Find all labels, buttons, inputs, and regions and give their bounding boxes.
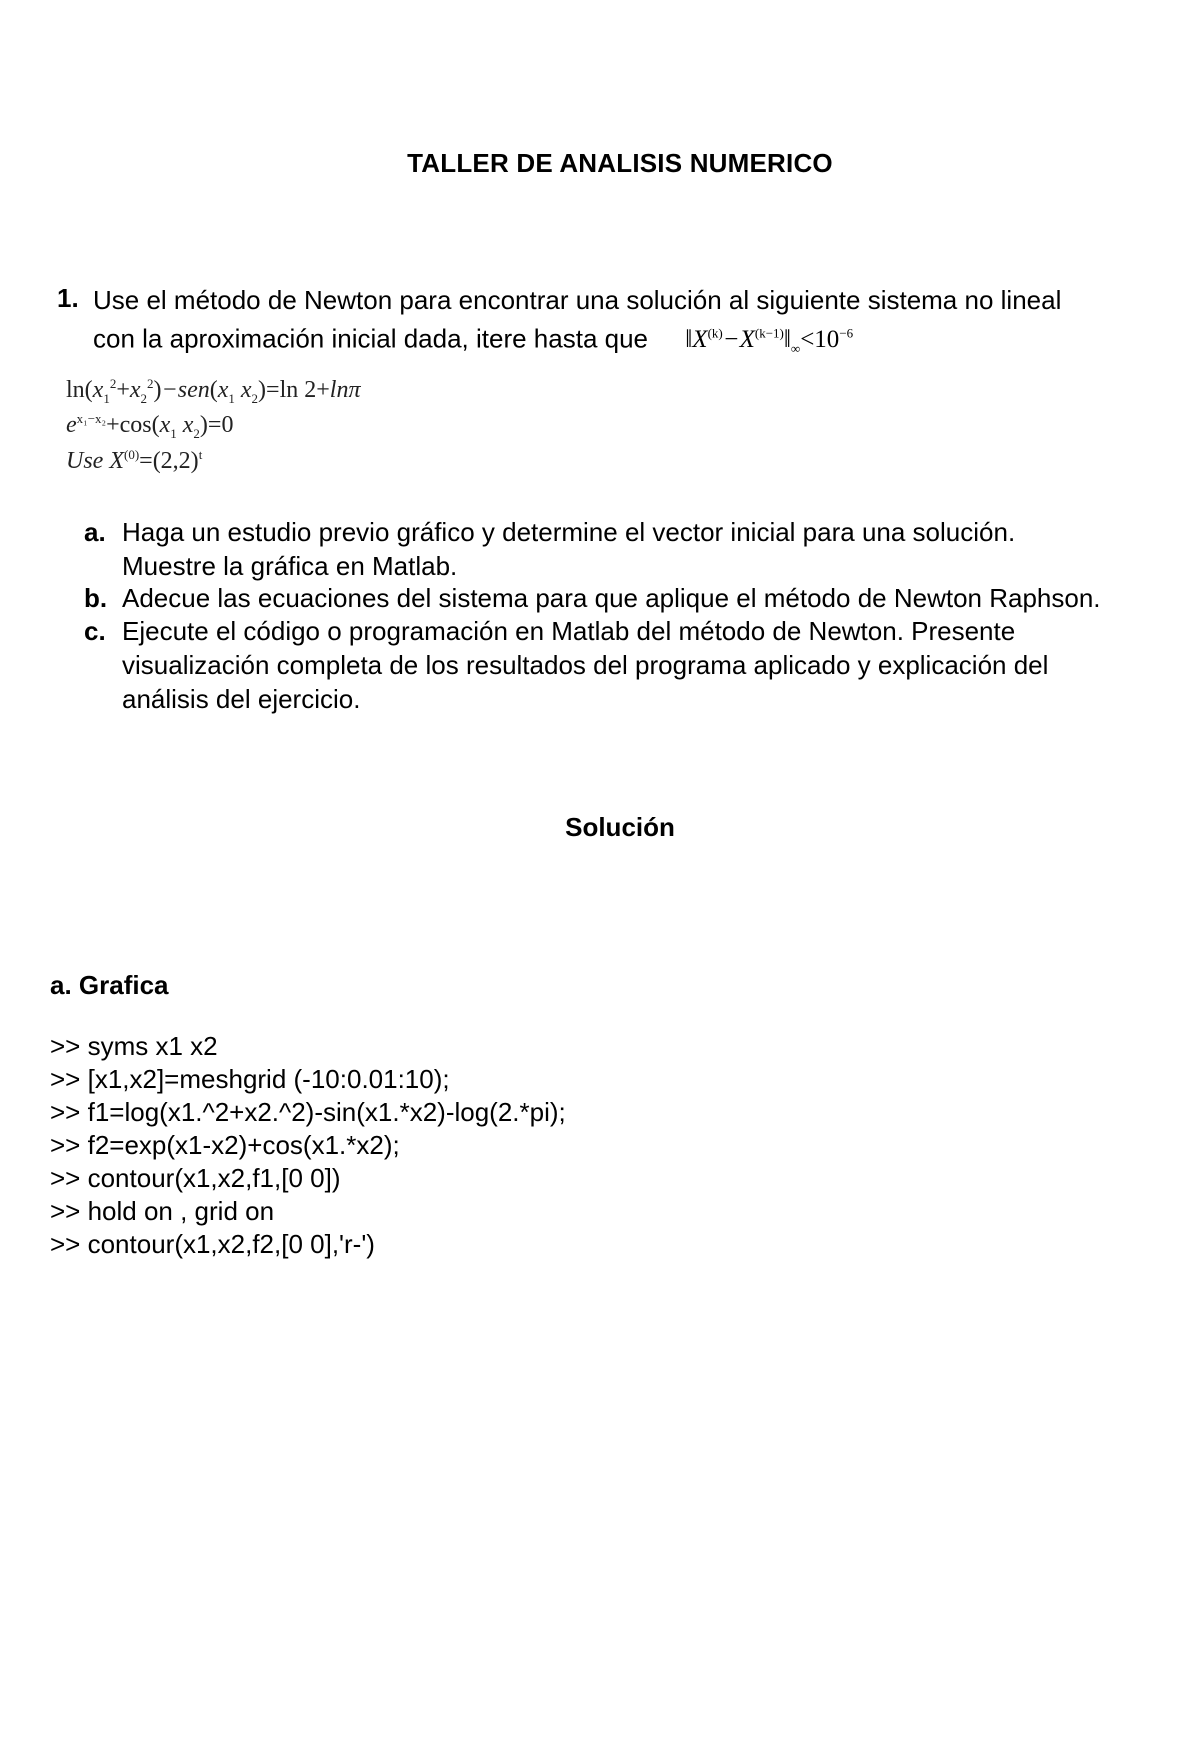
item-b-text <box>122 581 1200 615</box>
item-b <box>84 581 1101 615</box>
item-a-label: a. <box>84 517 106 547</box>
eq3-use: Use X <box>66 448 124 474</box>
stop-minus: − <box>722 326 740 354</box>
eq1-rhs: =ln 2+ <box>266 377 330 403</box>
question-line-2 <box>93 317 1173 366</box>
solution-heading: Solución <box>565 812 675 842</box>
eq1-s1b: 1 <box>228 390 235 406</box>
item-c-line-3: análisis del ejercicio. <box>122 684 361 714</box>
code-line: >> [x1,x2]=meshgrid (-10:0.01:10); <box>50 1064 450 1094</box>
question-statement <box>93 283 1173 366</box>
eq3-t: t <box>198 447 203 462</box>
stop-exp: −6 <box>839 326 854 341</box>
item-a <box>84 515 1016 581</box>
code-line: >> hold on , grid on <box>50 1196 275 1226</box>
eq1-x2b: x <box>240 377 252 403</box>
eq2-e: e <box>66 412 77 438</box>
item-b-line-1: Adecue las ecuaciones del sistema para que aplique el método de Newton Raphson. <box>122 583 1101 613</box>
eq1-sq1: 2 <box>109 376 117 391</box>
eq3-sup: (0) <box>123 447 140 462</box>
eq1-ln: ln <box>66 377 85 403</box>
eq2-rhs: =0 <box>207 412 234 438</box>
eq2-x2: x <box>182 412 194 438</box>
eq1-s2: 2 <box>140 390 148 406</box>
code-line: >> f1=log(x1.^2+x2.^2)-sin(x1.*x2)-log(2.*pi); <box>50 1097 566 1127</box>
stop-condition: $‖X^{(k)}-X^{(k-1)}‖_\infty<10^{-6}$ <box>685 326 854 357</box>
eq1-sq2: 2 <box>147 376 154 391</box>
eq3-rest: =(2,2) <box>139 448 199 474</box>
eq1-plus: + <box>116 377 130 403</box>
section-a-heading: a. Grafica <box>50 970 169 1000</box>
equation-2: $e^{x_1-x_2}+\cos(x_1$ $x_2)=0$ <box>66 411 234 441</box>
stop-x: X <box>692 326 708 354</box>
question-line-2-text: con la aproximación inicial dada, itere hasta que <box>93 323 649 354</box>
code-line: >> syms x1 x2 <box>50 1031 218 1061</box>
item-c-line-2: visualización completa de los resultados del programa aplicado y explicación del <box>122 650 1049 680</box>
item-a-text <box>122 515 1200 583</box>
eq2-cos: +cos <box>106 412 152 438</box>
question-number: 1. <box>57 283 79 313</box>
stop-lt: <10 <box>800 326 840 354</box>
equation-3 <box>66 447 202 475</box>
eq2-exp: x₁−x₂ <box>76 411 107 426</box>
item-c-line-1: Ejecute el código o programación en Matlab del método de Newton. Presente <box>122 616 1016 646</box>
eq2-x1: x <box>159 412 171 438</box>
stop-x-2: X <box>739 326 755 354</box>
eq1-lnpi: lnπ <box>329 377 361 403</box>
eq1-sen: −sen <box>161 377 210 403</box>
document-title: TALLER DE ANALISIS NUMERICO <box>407 148 833 178</box>
equation-1: $\ln(x_1^2+x_2^2)-sen(x_1$ $x_2)=\ln$ 2+lnπ <box>66 376 361 406</box>
code-line: >> f2=exp(x1-x2)+cos(x1.*x2); <box>50 1130 400 1160</box>
item-a-line-2: Muestre la gráfica en Matlab. <box>122 551 458 581</box>
item-a-line-1: Haga un estudio previo gráfico y determine el vector inicial para una solución. <box>122 517 1016 547</box>
item-b-label: b. <box>84 583 108 613</box>
item-c <box>84 614 1049 714</box>
code-line: >> contour(x1,x2,f1,[0 0]) <box>50 1163 341 1193</box>
code-line: >> contour(x1,x2,f2,[0 0],'r-') <box>50 1229 375 1259</box>
eq2-s2: 2 <box>193 425 200 441</box>
eq1-x2: x <box>129 377 141 403</box>
question-line-1: Use el método de Newton para encontrar una solución al siguiente sistema no lineal <box>93 285 1062 315</box>
eq1-x1b: x <box>217 377 229 403</box>
eq1-s1: 1 <box>103 390 110 406</box>
stop-norm-sub: ∞ <box>790 341 801 357</box>
item-c-text <box>122 614 1200 716</box>
item-c-label: c. <box>84 616 106 646</box>
matlab-code <box>50 1030 566 1261</box>
eq2-s1: 1 <box>170 425 177 441</box>
stop-sup-k1: (k−1) <box>754 326 784 341</box>
eq1-x1: x <box>92 377 104 403</box>
stop-sup-k: (k) <box>707 326 723 341</box>
eq1-s2b: 2 <box>251 390 259 406</box>
